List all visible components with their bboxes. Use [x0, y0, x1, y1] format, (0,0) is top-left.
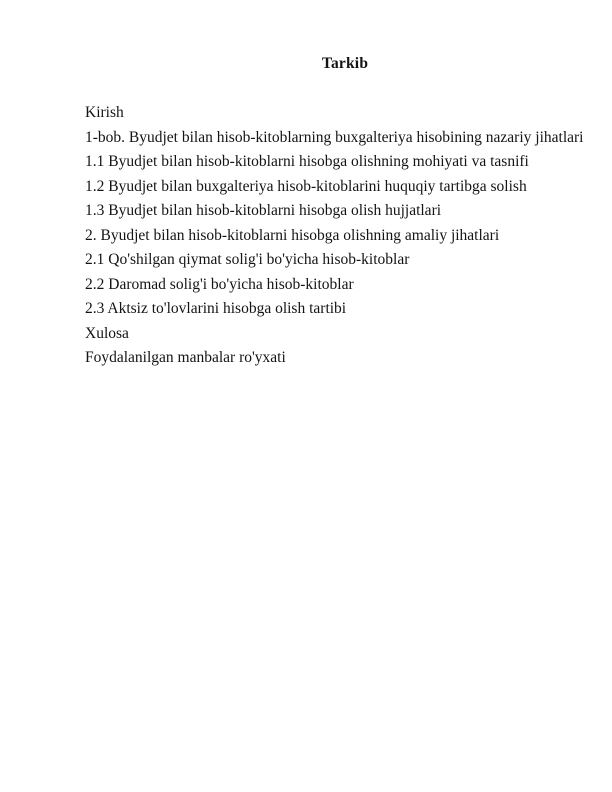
toc-line-xulosa: Xulosa	[85, 324, 129, 342]
toc-line-references: Foydalanilgan manbalar ro'yxati	[85, 349, 286, 366]
toc-line-1-2: 1.2 Byudjet bilan buxgalteriya hisob-kitoblarini huquqiy tartibga solish	[85, 177, 527, 195]
toc-line-1-1: 1.1 Byudjet bilan hisob-kitoblarni hisobga olishning mohiyati va tasnifi	[85, 153, 529, 170]
toc-list	[85, 101, 584, 371]
toc-line-1-3: 1.3 Byudjet bilan hisob-kitoblarni hisobga olish hujjatlari	[85, 202, 442, 219]
toc-line-kirish: Kirish	[85, 104, 124, 121]
toc-line-2-2: 2.2 Daromad solig'i bo'yicha hisob-kitoblar	[85, 275, 354, 293]
toc-line-chapter-2: 2. Byudjet bilan hisob-kitoblarni hisobga olishning amaliy jihatlari	[85, 226, 500, 244]
page-title: Tarkib	[321, 55, 369, 72]
toc-line-chapter-1: 1-bob. Byudjet bilan hisob-kitoblarning buxgalteriya hisobining nazariy jihatlari	[85, 128, 584, 146]
toc-line-2-3: 2.3 Aktsiz to'lovlarini hisobga olish tartibi	[85, 300, 347, 317]
toc-line-2-1: 2.1 Qo'shilgan qiymat solig'i bo'yicha hisob-kitoblar	[85, 251, 410, 268]
